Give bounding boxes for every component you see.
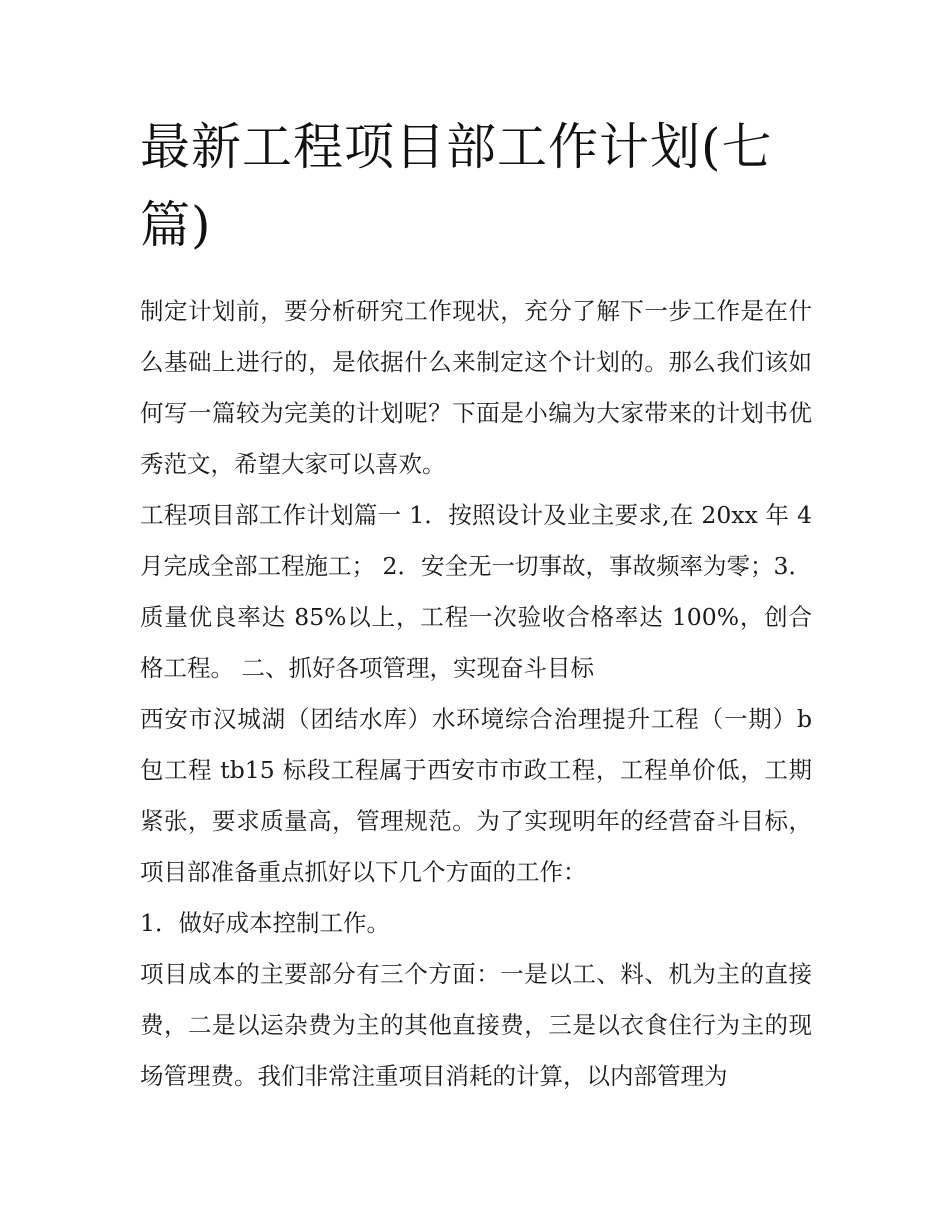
document-page: [140, 108, 812, 1102]
paragraph-project-overview: 西安市汉城湖（团结水库）水环境综合治理提升工程（一期）b 包工程 tb15 标段工程属于西安市市政工程，工程单价低，工期紧张，要求质量高，管理规范。为了实现明年的经营奋斗目标，项目部准备重点抓好以下几个方面的工作：: [140, 705, 812, 886]
document-title: 最新工程项目部工作计划(七篇): [140, 118, 773, 254]
paragraph-cost-details: 项目成本的主要部分有三个方面：一是以工、料、机为主的直接费，二是以运杂费为主的其他直接费，三是以衣食住行为主的现场管理费。我们非常注重项目消耗的计算，以内部管理为: [140, 960, 812, 1090]
paragraph-plan-one: 工程项目部工作计划篇一 1．按照设计及业主要求,在 20xx 年 4 月完成全部工程施工； 2．安全无一切事故，事故频率为零；3．质量优良率达 85%以上，工程一次验收合格率达 100%，创合格工程。 二、抓好各项管理，实现奋斗目标: [140, 501, 812, 682]
document-body: [140, 286, 812, 1102]
paragraph-item-cost-control: 1．做好成本控制工作。: [140, 909, 390, 937]
paragraph-intro: 制定计划前，要分析研究工作现状，充分了解下一步工作是在什么基础上进行的，是依据什么来制定这个计划的。那么我们该如何写一篇较为完美的计划呢？下面是小编为大家带来的计划书优秀范文，希望大家可以喜欢。: [140, 297, 812, 478]
